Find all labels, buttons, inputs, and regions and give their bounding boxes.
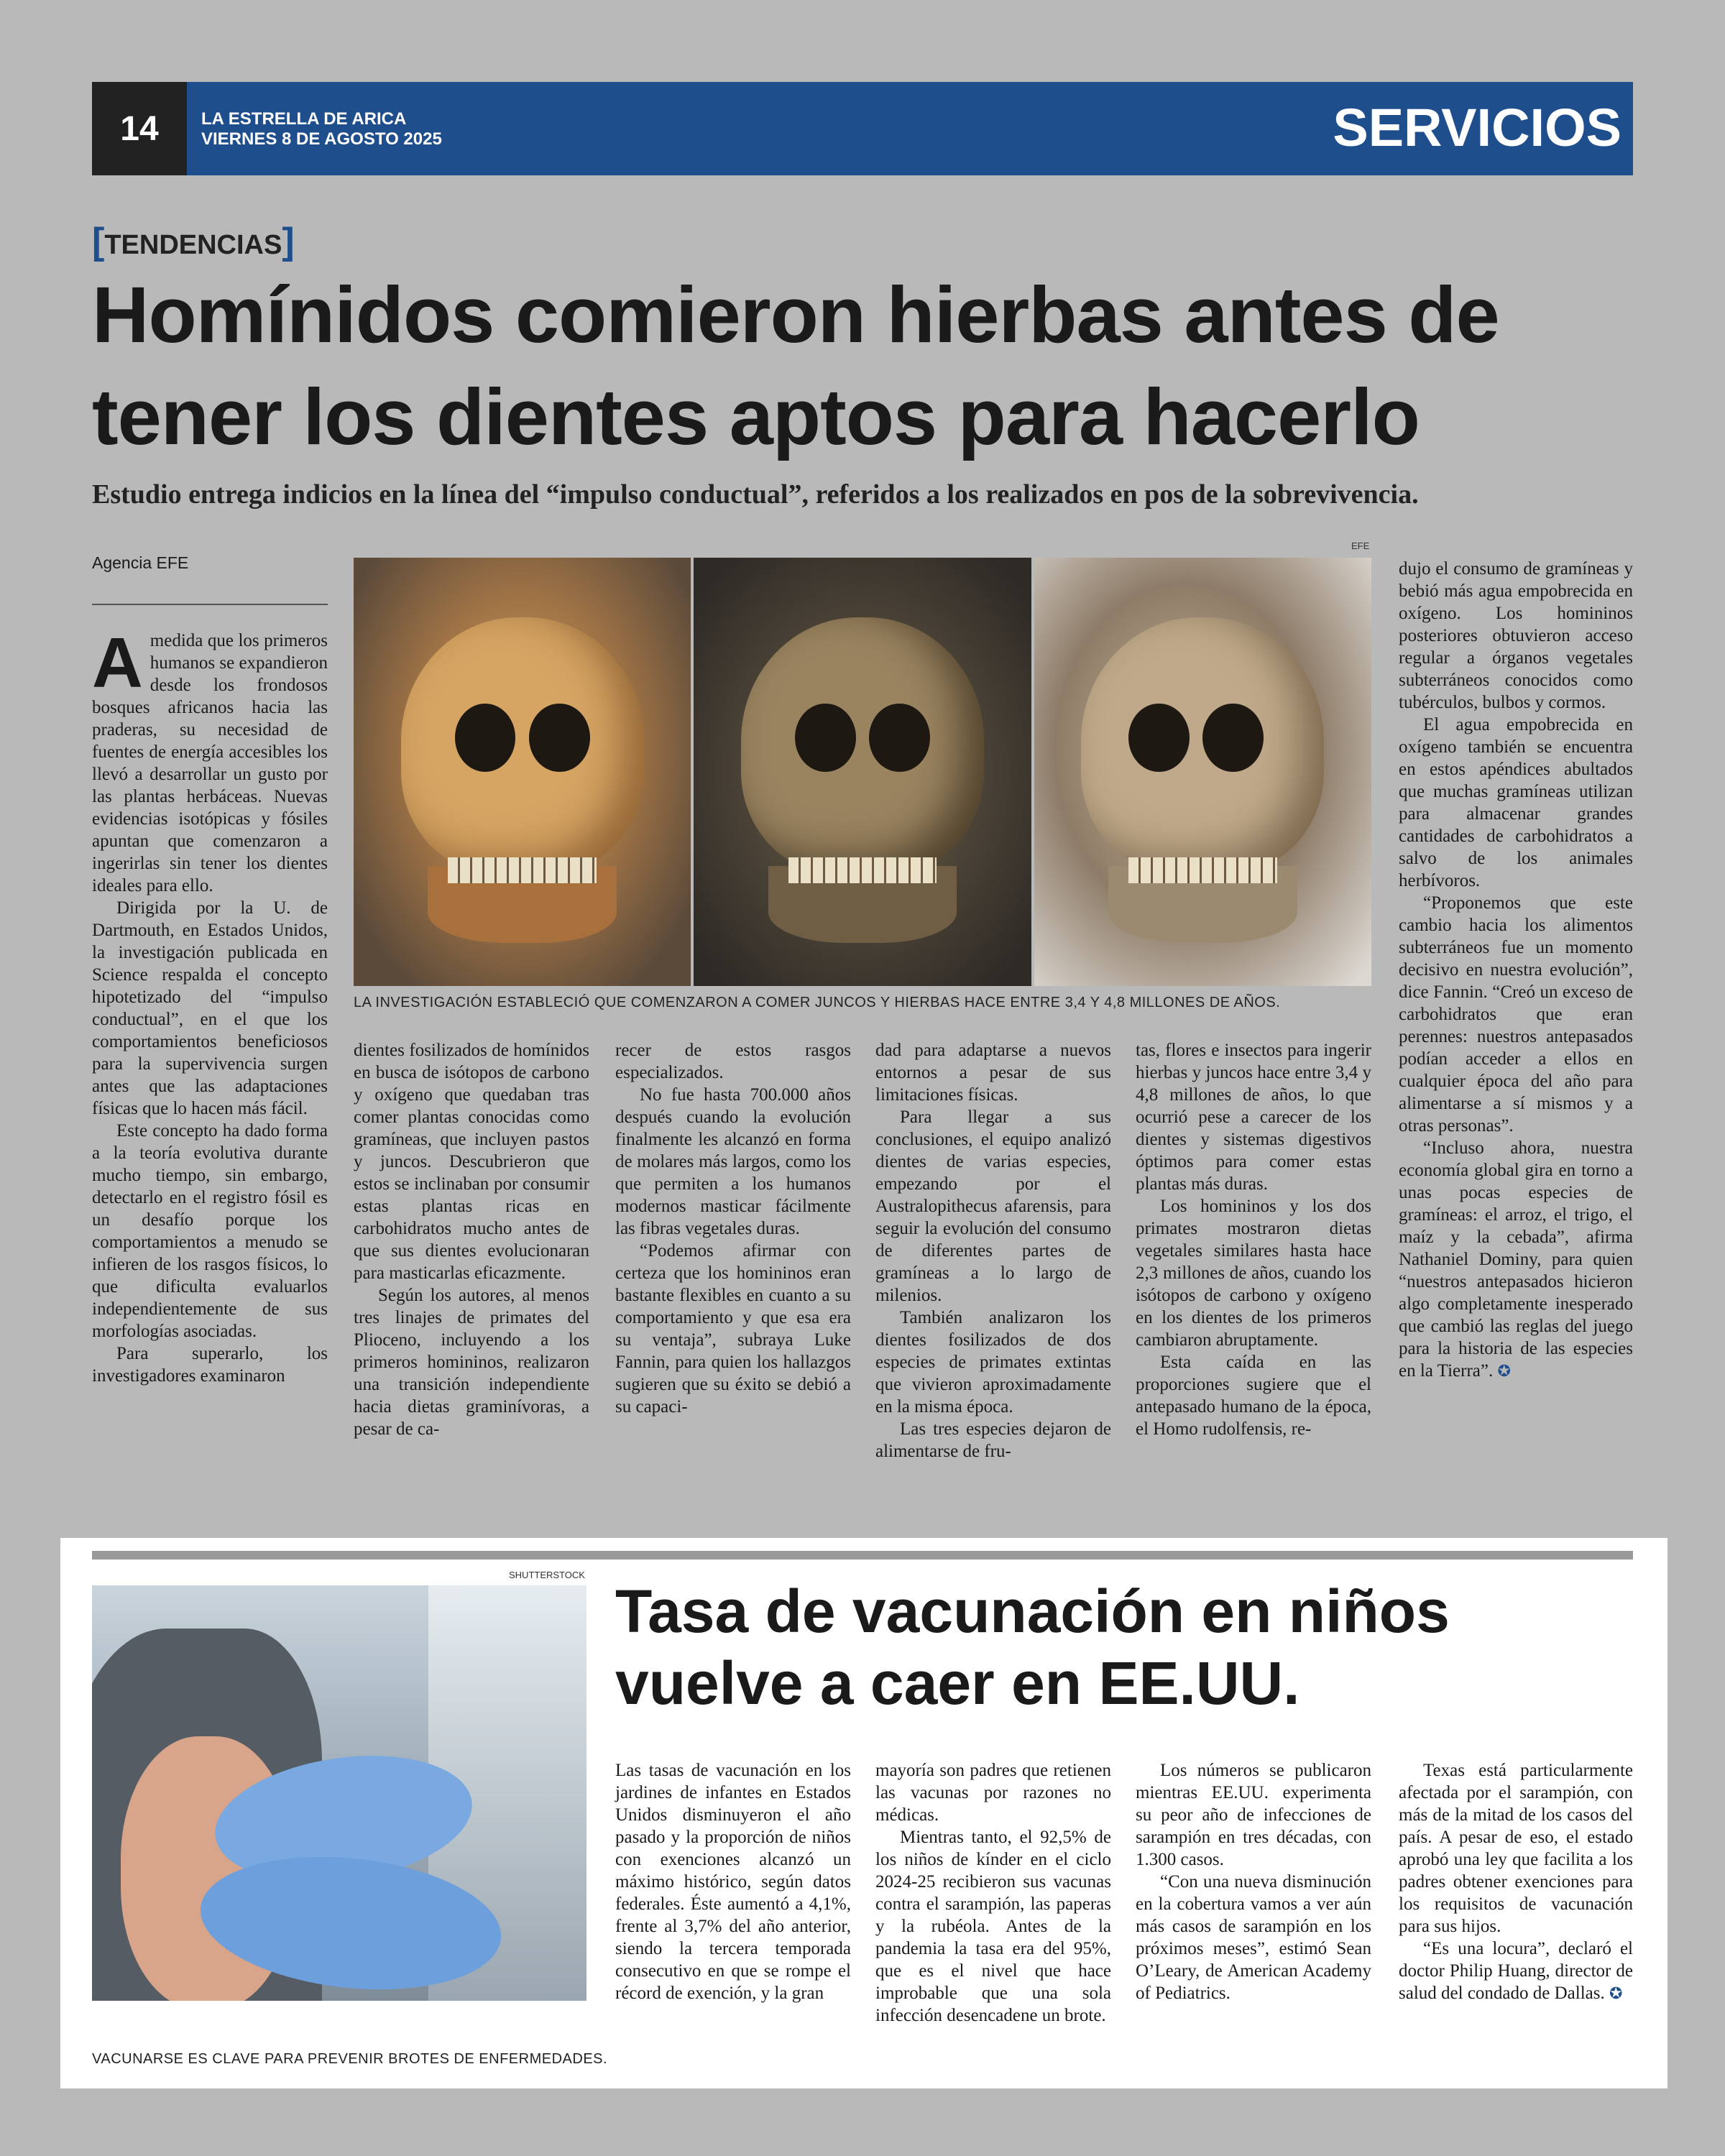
article-paragraph: Dirigida por la U. de Dartmouth, en Estados Unidos, la investigación publicada en Science respalda el concepto hipotetizado del “impulso conductual”, en el que los comportamientos beneficiosos para la supervivencia surgen antes que las adaptaciones físicas que lo hacen más fácil. [92, 898, 328, 1118]
box-top-rule [92, 1551, 1633, 1560]
article-column-6 [1399, 558, 1633, 1383]
byline-divider [92, 604, 328, 605]
article-column-4 [875, 1039, 1111, 1462]
article-paragraph: Los homininos y los dos primates mostraron dietas vegetales similares hasta hace 2,3 millones de años, cuando los isótopos de carbono y oxígeno en los dientes de los primeros cambiaron abruptamente. [1136, 1197, 1371, 1350]
publication-info [201, 109, 442, 149]
skull-image-3 [1034, 558, 1371, 986]
kicker-bracket-open: [ [92, 221, 105, 262]
article-paragraph: “Incluso ahora, nuestra economía global gira en torno a unas pocas especies de gramíneas: el arroz, el trigo, el maíz y la cebada”, afirma Nathaniel Dominy, para quien “nuestros antepasados hicieron algo completamente inesperado que cambió las reglas del juego para la historia de las especies en la Tierra”. ✪ [1399, 1138, 1633, 1381]
publication-name: LA ESTRELLA DE ARICA [201, 109, 407, 129]
article-paragraph: mayoría son padres que retienen las vacunas por razones no médicas. [875, 1761, 1111, 1825]
photo-caption: VACUNARSE ES CLAVE PARA PREVENIR BROTES DE ENFERMEDADES. [92, 2051, 608, 2067]
end-mark-icon: ✪ [1497, 1363, 1511, 1381]
article-paragraph: “Es una locura”, declaró el doctor Philip Huang, director de salud del condado de Dallas. ✪ [1399, 1939, 1633, 2003]
article-paragraph: Las tasas de vacunación en los jardines de infantes en Estados Unidos disminuyeron el año pasado y la proporción de niños con exenciones alcanzó un máximo histórico, según datos federales. Éste aumentó a 4,1%, frente al 3,7% del año anterior, siendo la tercera temporada consecutivo en que se rompe el récord de exención, y la gran [615, 1761, 851, 2003]
article-column-5 [1136, 1039, 1371, 1440]
page-header [92, 82, 1633, 175]
skull-image-2 [694, 558, 1031, 986]
article-paragraph: dientes fosilizados de homínidos en busca de isótopos de carbono y oxígeno que quedaban tras comer plantas conocidas como gramíneas, que incluyen pastos y juncos. Descubrieron que estos se inclinaban por consumir estas plantas ricas en carbohidratos mucho antes de que sus dientes evolucionaran para masticarlas eficazmente. [354, 1041, 589, 1283]
article-paragraph: Texas está particularmente afectada por el sarampión, con más de la mitad de los casos del país. A pesar de eso, el estado aprobó una ley que facilita a los padres obtener exenciones para los requisitos de vacunación para sus hijos. [1399, 1761, 1633, 1936]
article-headline: Tasa de vacunación en niños vuelve a caer en EE.UU. [615, 1577, 1450, 1717]
article-paragraph: “Con una nueva disminución en la cobertura vamos a ver aún más casos de sarampión en los próximos meses”, estimó Sean O’Leary, de American Academy of Pediatrics. [1136, 1872, 1371, 2003]
photo-caption: LA INVESTIGACIÓN ESTABLECIÓ QUE COMENZARON A COMER JUNCOS Y HIERBAS HACE ENTRE 3,4 Y 4,8 MILLONES DE AÑOS. [354, 995, 1281, 1010]
skulls-photo [354, 558, 1371, 986]
article-paragraph: dad para adaptarse a nuevos entornos a pesar de sus limitaciones físicas. [875, 1041, 1111, 1105]
article-paragraph: Mientras tanto, el 92,5% de los niños de kínder en el ciclo 2024-25 recibieron sus vacunas contra el sarampión, las paperas y la rubéola. Antes de la pandemia la tasa era del 95%, que es el nivel que hace improbable que una sola infección desencadene un brote. [875, 1828, 1111, 2025]
article-column-2 [875, 1759, 1111, 2027]
vaccination-photo [92, 1585, 586, 2001]
article-headline: Homínidos comieron hierbas antes de tener los dientes aptos para hacerlo [92, 271, 1499, 461]
article-column-3 [1136, 1759, 1371, 2004]
article-kicker [92, 220, 295, 263]
kicker-bracket-close: ] [282, 221, 295, 262]
photo-credit: EFE [1351, 540, 1370, 551]
article-paragraph: Para llegar a sus conclusiones, el equipo analizó dientes de varias especies, empezando por el Australopithecus afarensis, para seguir la evolución del consumo de diferentes partes de gramíneas a lo largo de milenios. [875, 1107, 1111, 1305]
end-mark-icon: ✪ [1609, 1985, 1623, 2003]
article-paragraph: No fue hasta 700.000 años después cuando la evolución finalmente les alcanzó en forma de molares más largos, como los que permiten a los humanos modernos masticar fácilmente las fibras vegetales duras. [615, 1085, 851, 1238]
skull-image-1 [354, 558, 691, 986]
article-paragraph: tas, flores e insectos para ingerir hierbas y juncos hace entre 3,4 y 4,8 millones de años, lo que ocurrió pese a carecer de los dientes y sistemas digestivos óptimos para comer estas plantas más duras. [1136, 1041, 1371, 1194]
article-column-1 [615, 1759, 851, 2004]
article-paragraph: Esta caída en las proporciones sugiere que el antepasado humano de la época, el Homo rudolfensis, re- [1136, 1353, 1371, 1439]
article-column-4 [1399, 1759, 1633, 2005]
photo-credit: SHUTTERSTOCK [509, 1570, 585, 1580]
kicker-label: TENDENCIAS [104, 230, 282, 260]
article-paragraph: dujo el consumo de gramíneas y bebió más agua empobrecida en oxígeno. Los homininos posteriores obtuvieron acceso regular a órganos vegetales subterráneos conocidos como tubérculos, bulbos y cormos. [1399, 559, 1633, 712]
article-paragraph: Los números se publicaron mientras EE.UU. experimenta su peor año de infecciones de sarampión en tres décadas, con 1.300 casos. [1136, 1761, 1371, 1869]
article-paragraph: Según los autores, al menos tres linajes de primates del Plioceno, incluyendo a los primeros homininos, realizaron una transición independiente hacia dietas graminívoras, a pesar de ca- [354, 1286, 589, 1439]
article-paragraph: Este concepto ha dado forma a la teoría evolutiva durante mucho tiempo, sin embargo, detectarlo en el registro fósil es un desafío porque los comportamientos a menudo se infieren de los rasgos físicos, lo que dificulta evaluarlos independientemente de sus morfologías asociadas. [92, 1121, 328, 1341]
article-paragraph: Para superarlo, los investigadores examinaron [92, 1344, 328, 1386]
article-paragraph: Las tres especies dejaron de alimentarse de fru- [875, 1419, 1111, 1461]
article-paragraph: Amedida que los primeros humanos se expandieron desde los frondosos bosques africanos hacia las praderas, su necesidad de fuentes de energía accesibles los llevó a desarrollar un gusto por las plantas herbáceas. Nuevas evidencias isotópicas y fósiles apuntan que comenzaron a ingerirlas sin tener los dientes ideales para ello. [92, 623, 328, 895]
article-paragraph: También analizaron los dientes fosilizados de dos especies de primates extintas que vivieron aproximadamente en la misma época. [875, 1308, 1111, 1416]
article-column-2 [354, 1039, 589, 1440]
publication-date: VIERNES 8 DE AGOSTO 2025 [201, 129, 442, 149]
page-number: 14 [92, 82, 187, 175]
article-paragraph: “Proponemos que este cambio hacia los alimentos subterráneos fue un momento decisivo en nuestra evolución”, dice Fannin. “Creó un exceso de carbohidratos que eran perennes: nuestros antepasados podían acceder a ellos en cualquier época del año para alimentarse a sí mismos y a otras personas”. [1399, 893, 1633, 1135]
article-column-1 [92, 623, 328, 1387]
section-title: SERVICIOS [1333, 98, 1622, 157]
article-column-3 [615, 1039, 851, 1418]
byline: Agencia EFE [92, 553, 189, 572]
article-paragraph: recer de estos rasgos especializados. [615, 1041, 851, 1082]
drop-cap: A [92, 623, 143, 702]
article-paragraph: El agua empobrecida en oxígeno también se encuentra en estos apéndices abultados que muchas gramíneas utilizan para almacenar grandes cantidades de carbohidratos a salvo de los animales herbívoros. [1399, 715, 1633, 890]
article-subhead: Estudio entrega indicios en la línea del “impulso conductual”, referidos a los realizados en pos de la sobrevivencia. [92, 479, 1419, 510]
article-paragraph: “Podemos afirmar con certeza que los homininos eran bastante flexibles en cuanto a su comportamiento y que esa era su ventaja”, subraya Luke Fannin, para quien los hallazgos sugieren que su éxito se debió a su capaci- [615, 1241, 851, 1416]
